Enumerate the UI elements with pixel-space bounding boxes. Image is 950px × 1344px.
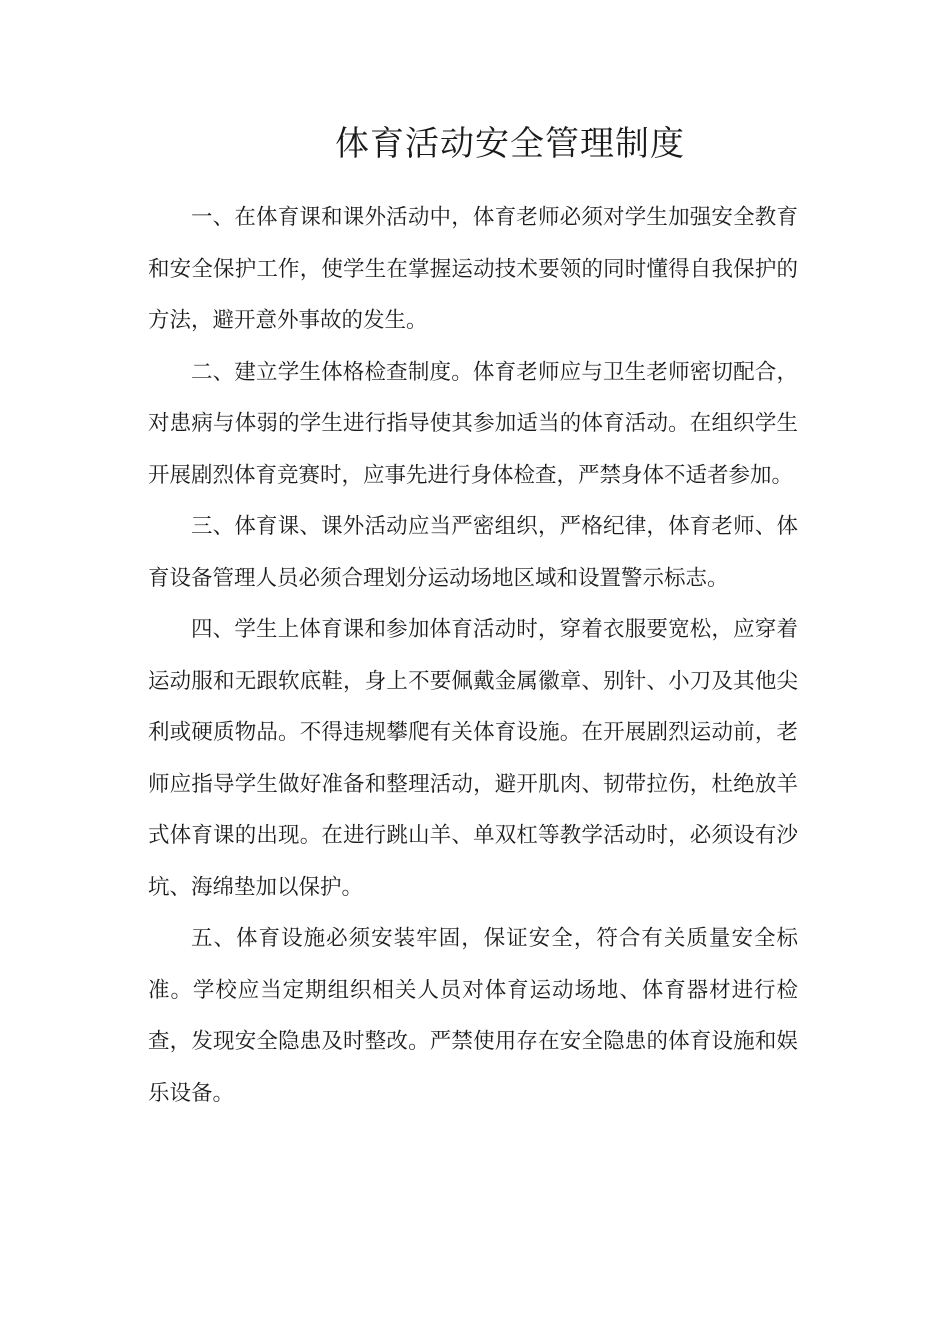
paragraph-2: 二、建立学生体格检查制度。体育老师应与卫生老师密切配合，对患病与体弱的学生进行指导使其参加适当的体育活动。在组织学生开展剧烈体育竞赛时，应事先进行身体检查，严禁身体不适者参加。 — [148, 359, 798, 488]
paragraph-1: 一、在体育课和课外活动中，体育老师必须对学生加强安全教育和安全保护工作，使学生在掌握运动技术要领的同时懂得自我保护的方法，避开意外事故的发生。 — [148, 205, 798, 333]
paragraph-4: 四、学生上体育课和参加体育活动时，穿着衣服要宽松，应穿着运动服和无跟软底鞋，身上不要佩戴金属徽章、别针、小刀及其他尖利或硬质物品。不得违规攀爬有关体育设施。在开展剧烈运动前，老师应指导学生做好准备和整理活动，避开肌肉、韧带拉伤，杜绝放羊式体育课的出现。在进行跳山羊、单双杠等教学活动时，必须设有沙坑、海绵垫加以保护。 — [148, 617, 798, 900]
paragraph-3: 三、体育课、课外活动应当严密组织，严格纪律，体育老师、体育设备管理人员必须合理划分运动场地区域和设置警示标志。 — [148, 514, 798, 591]
paragraph-5: 五、体育设施必须安装牢固，保证安全，符合有关质量安全标准。学校应当定期组织相关人员对体育运动场地、体育器材进行检查，发现安全隐患及时整改。严禁使用存在安全隐患的体育设施和娱乐设备。 — [148, 926, 798, 1106]
document-title: 体育活动安全管理制度 — [335, 124, 685, 164]
document-body — [148, 192, 798, 1119]
